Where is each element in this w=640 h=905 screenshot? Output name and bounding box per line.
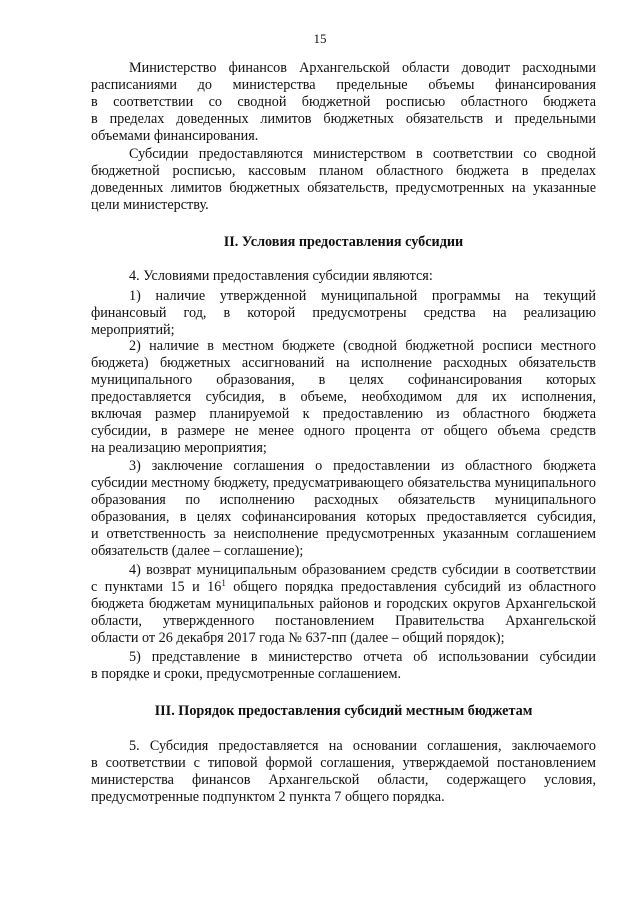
text-line: 2) наличие в местном бюджете (сводной бюджетной росписи местного <box>129 338 596 354</box>
paragraph <box>91 738 596 806</box>
paragraph <box>91 268 596 285</box>
text-line: образования по исполнению расходных обязательств муниципального <box>91 492 596 508</box>
text-line: 1) наличие утвержденной муниципальной программы на текущий <box>129 288 596 304</box>
text-line: области, утвержденного постановлением Правительства Архангельской <box>91 613 596 629</box>
text-line: в пределах доведенных лимитов бюджетных обязательств и предельными <box>91 111 596 127</box>
text-line: 5) представление в министерство отчета об использовании субсидии <box>129 649 596 665</box>
text-line: Министерство финансов Архангельской области доводит расходными <box>129 60 596 76</box>
page-number: 15 <box>313 31 327 46</box>
list-item <box>91 562 596 647</box>
text-line: расписаниями до министерства предельные объемы финансирования <box>91 77 596 93</box>
text-line: министерства финансов Архангельской области, содержащего условия, <box>91 772 596 788</box>
text-line: предусмотренные подпунктом 2 пункта 7 общего порядка. <box>91 789 445 805</box>
text-line: включая размер планируемой к предоставлению из областного бюджета <box>91 406 596 422</box>
text-line: в порядке и сроки, предусмотренные соглашением. <box>91 666 402 682</box>
text-line: области от 26 декабря 2017 года № 637-пп (далее – общий порядок); <box>91 630 505 646</box>
list-item <box>91 338 596 457</box>
text-line: Субсидии предоставляются министерством в соответствии со сводной <box>129 146 596 162</box>
text-line: в соответствии со сводной бюджетной росписью областного бюджета <box>91 94 596 110</box>
paragraph <box>91 60 596 145</box>
text-line: 4) возврат муниципальным образованием средств субсидии в соответствии <box>129 562 596 578</box>
list-item <box>91 458 596 560</box>
section-heading: II. Условия предоставления субсидии <box>223 234 464 250</box>
text-line: субсидии местному бюджету, предусматривающего обязательства муниципального <box>91 475 596 491</box>
text-line: и ответственность за неисполнение предусмотренных указанным соглашением <box>91 526 596 542</box>
text-line: обязательств (далее – соглашение); <box>91 543 304 559</box>
superscript: 1 <box>221 578 226 588</box>
text-line: 3) заключение соглашения о предоставлении из областного бюджета <box>129 458 596 474</box>
text-line: финансовый год, в которой предусмотрены средства на реализацию <box>91 305 596 321</box>
text-line: в соответствии с типовой формой соглашения, утверждаемой постановлением <box>91 755 596 771</box>
text-line <box>91 579 596 596</box>
text-line: 5. Субсидия предоставляется на основании соглашения, заключаемого <box>129 738 596 754</box>
list-item <box>91 288 596 339</box>
text-line: предоставляется субсидия, в объеме, необходимом для их исполнения, <box>91 389 596 405</box>
text-line: объемами финансирования. <box>91 128 259 144</box>
text-line: доведенных лимитов бюджетных обязательств, предусмотренных на указанные <box>91 180 596 196</box>
text-line: бюджета бюджетам муниципальных районов и городских округов Архангельской <box>91 596 596 612</box>
text-line: мероприятий; <box>91 322 175 338</box>
section-heading: III. Порядок предоставления субсидий местным бюджетам <box>154 703 533 719</box>
text-line: бюджета) бюджетных ассигнований на исполнение расходных обязательств <box>91 355 596 371</box>
text-line: муниципального образования, в целях софинансирования которых <box>91 372 596 388</box>
text-line: субсидии, в размере не менее одного процента от общего объема средств <box>91 423 596 439</box>
text-line: 4. Условиями предоставления субсидии являются: <box>129 268 433 284</box>
text-fragment: общего порядка предоставления субсидий из областного <box>225 579 596 595</box>
text-fragment: с пунктами 15 и 16 <box>91 579 222 595</box>
text-line: образования, в целях софинансирования которых предоставляется субсидия, <box>91 509 596 525</box>
text-line: цели министерству. <box>91 197 209 213</box>
list-item <box>91 649 596 683</box>
text-line: бюджетной росписью, кассовым планом областного бюджета в пределах <box>91 163 596 179</box>
text-line: на реализацию мероприятия; <box>91 440 267 456</box>
paragraph <box>91 146 596 214</box>
